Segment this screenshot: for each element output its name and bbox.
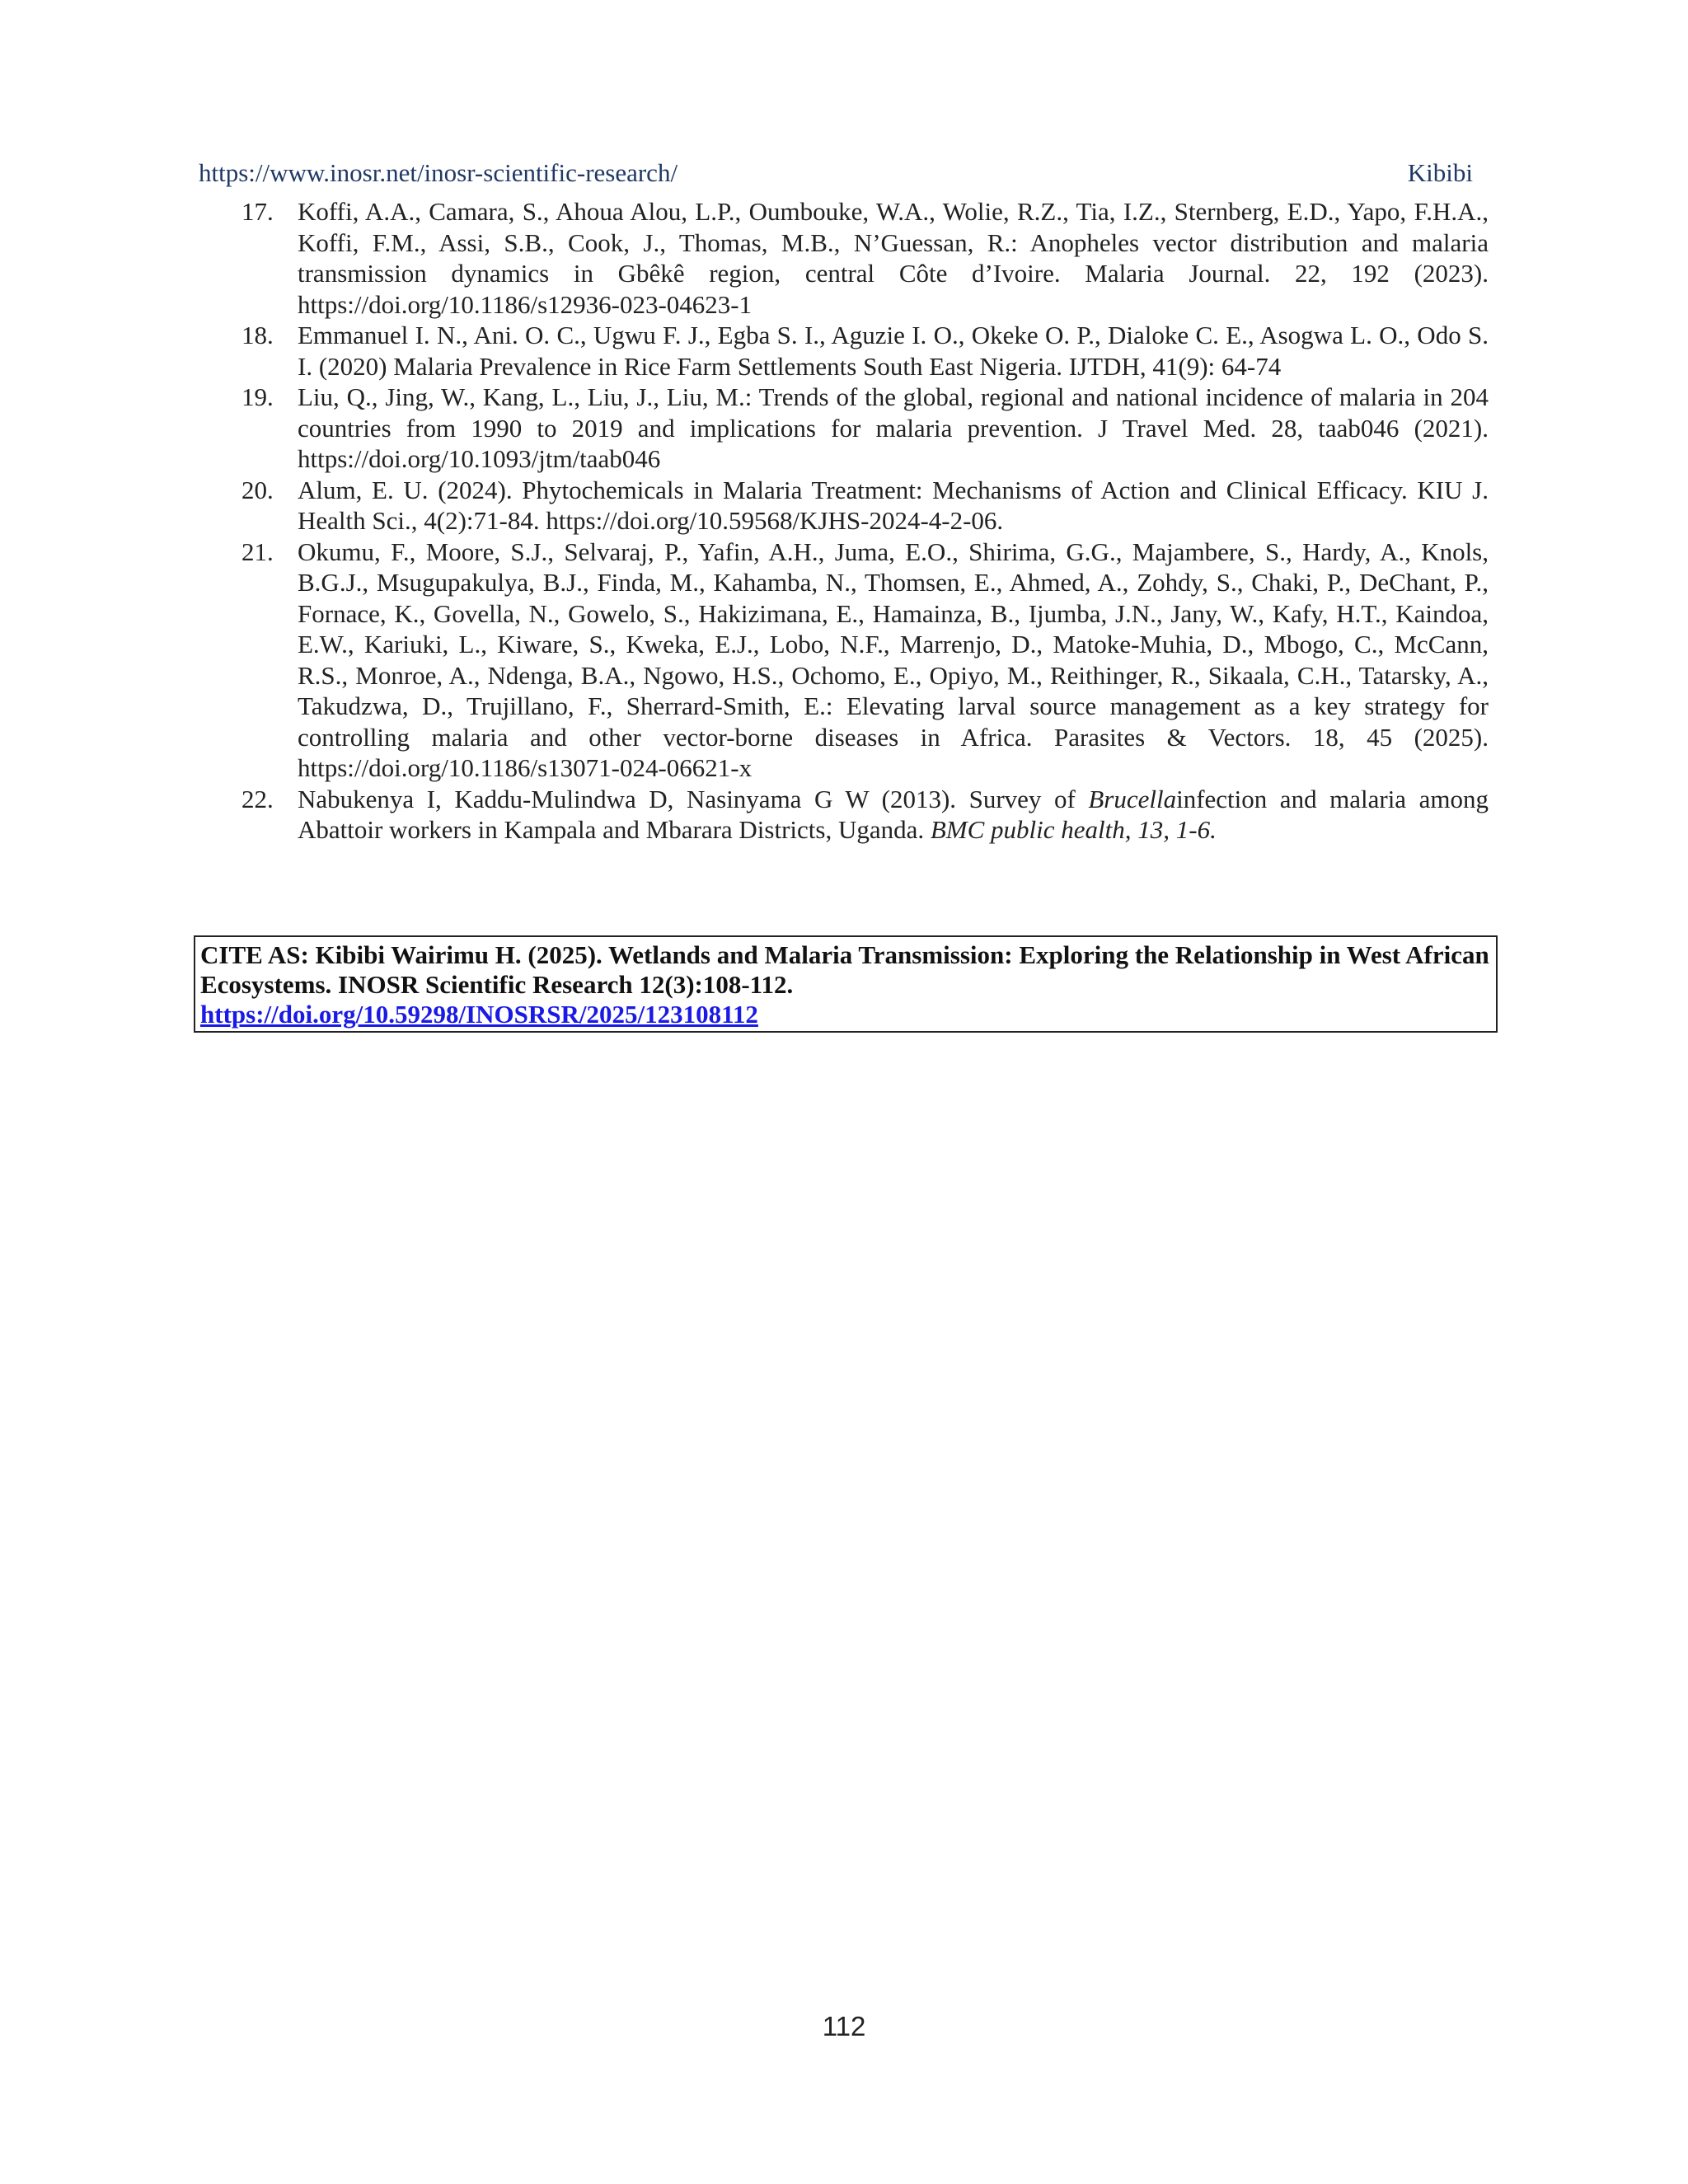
reference-number: 20. bbox=[241, 475, 274, 504]
cite-as-box bbox=[194, 935, 1498, 1033]
page-number: 112 bbox=[822, 2011, 866, 2041]
reference-journal: BMC public health, 13, 1-6. bbox=[930, 815, 1217, 844]
reference-text: Emmanuel I. N., Ani. O. C., Ugwu F. J., Egba S. I., Aguzie I. O., Okeke O. P., Dialoke C. E., Asogwa L. O., Odo S. I. (2020) Malaria Prevalence in Rice Farm Settlements South East Nigeria. IJTDH, 41(9): 64-74 bbox=[298, 321, 1489, 381]
reference-text: Okumu, F., Moore, S.J., Selvaraj, P., Yafin, A.H., Juma, E.O., Shirima, G.G., Majambere, S., Hardy, A., Knols, B.G.J., Msugupakulya, B.J., Finda, M., Kahamba, N., Thomsen, E., Ahmed, A., Zohdy, S., Chaki, P., DeChant, P., Fornace, K., Govella, N., Gowelo, S., Hakizimana, E., Hamainza, B., Ijumba, J.N., Jany, W., Kafy, H.T., Kaindoa, E.W., Kariuki, L., Kiware, S., Kweka, E.J., Lobo, N.F., Marrenjo, D., Matoke-Muhia, D., Mbogo, C., McCann, R.S., Monroe, A., Ndenga, B.A., Ngowo, H.S., Ochomo, E., Opiyo, M., Reithinger, R., Sikaala, C.H., Tatarsky, A., Takudzwa, D., Trujillano, F., Sherrard-Smith, E.: Elevating larval source management as a key strategy for controlling malaria and other vector-borne diseases in Africa. Parasites & Vectors. 18, 45 (2025). https://doi.org/10.1186/s13071-024-06621-x bbox=[298, 537, 1489, 782]
reference-text: Alum, E. U. (2024). Phytochemicals in Malaria Treatment: Mechanisms of Action and Clinical Efficacy. KIU J. Health Sci., 4(2):71-84. https://doi.org/10.59568/KJHS-2024-4-2-06. bbox=[298, 475, 1489, 535]
reference-item bbox=[199, 320, 1489, 382]
reference-italic-term: Brucella bbox=[1088, 784, 1177, 813]
reference-number: 21. bbox=[241, 537, 274, 566]
cite-doi-link[interactable]: https://doi.org/10.59298/INOSRSR/2025/123108112 bbox=[200, 1000, 758, 1029]
reference-number: 22. bbox=[241, 784, 274, 813]
reference-text-middle: infection and malaria among Abattoir workers in Kampala and Mbarara Districts, Uganda. bbox=[298, 784, 1489, 844]
header-author: Kibibi bbox=[1407, 158, 1473, 187]
reference-number: 18. bbox=[241, 321, 274, 349]
reference-item bbox=[199, 784, 1489, 846]
reference-item bbox=[199, 475, 1489, 537]
reference-item bbox=[199, 537, 1489, 784]
reference-text-start: Nabukenya I, Kaddu-Mulindwa D, Nasinyama G W (2013). Survey of bbox=[298, 784, 1089, 813]
running-header bbox=[199, 158, 1473, 191]
reference-number: 19. bbox=[241, 382, 274, 411]
header-journal-url[interactable]: https://www.inosr.net/inosr-scientific-research/ bbox=[199, 158, 678, 187]
cite-as-text: CITE AS: Kibibi Wairimu H. (2025). Wetlands and Malaria Transmission: Exploring the Relationship in West African Ecosystems. INOSR Scientific Research 12(3):108-112. bbox=[200, 940, 1489, 999]
reference-number: 17. bbox=[241, 197, 274, 226]
reference-item bbox=[199, 382, 1489, 475]
reference-text: Liu, Q., Jing, W., Kang, L., Liu, J., Liu, M.: Trends of the global, regional and national incidence of malaria in 204 countries from 1990 to 2019 and implications for malaria prevention. J Travel Med. 28, taab046 (2021). https://doi.org/10.1093/jtm/taab046 bbox=[298, 382, 1489, 473]
reference-list bbox=[199, 196, 1489, 846]
reference-item bbox=[199, 196, 1489, 320]
reference-text: Koffi, A.A., Camara, S., Ahoua Alou, L.P., Oumbouke, W.A., Wolie, R.Z., Tia, I.Z., Sternberg, E.D., Yapo, F.H.A., Koffi, F.M., Assi, S.B., Cook, J., Thomas, M.B., N’Guessan, R.: Anopheles vector distribution and malaria transmission dynamics in Gbêkê region, central Côte d’Ivoire. Malaria Journal. 22, 192 (2023). https://doi.org/10.1186/s12936-023-04623-1 bbox=[298, 197, 1489, 319]
